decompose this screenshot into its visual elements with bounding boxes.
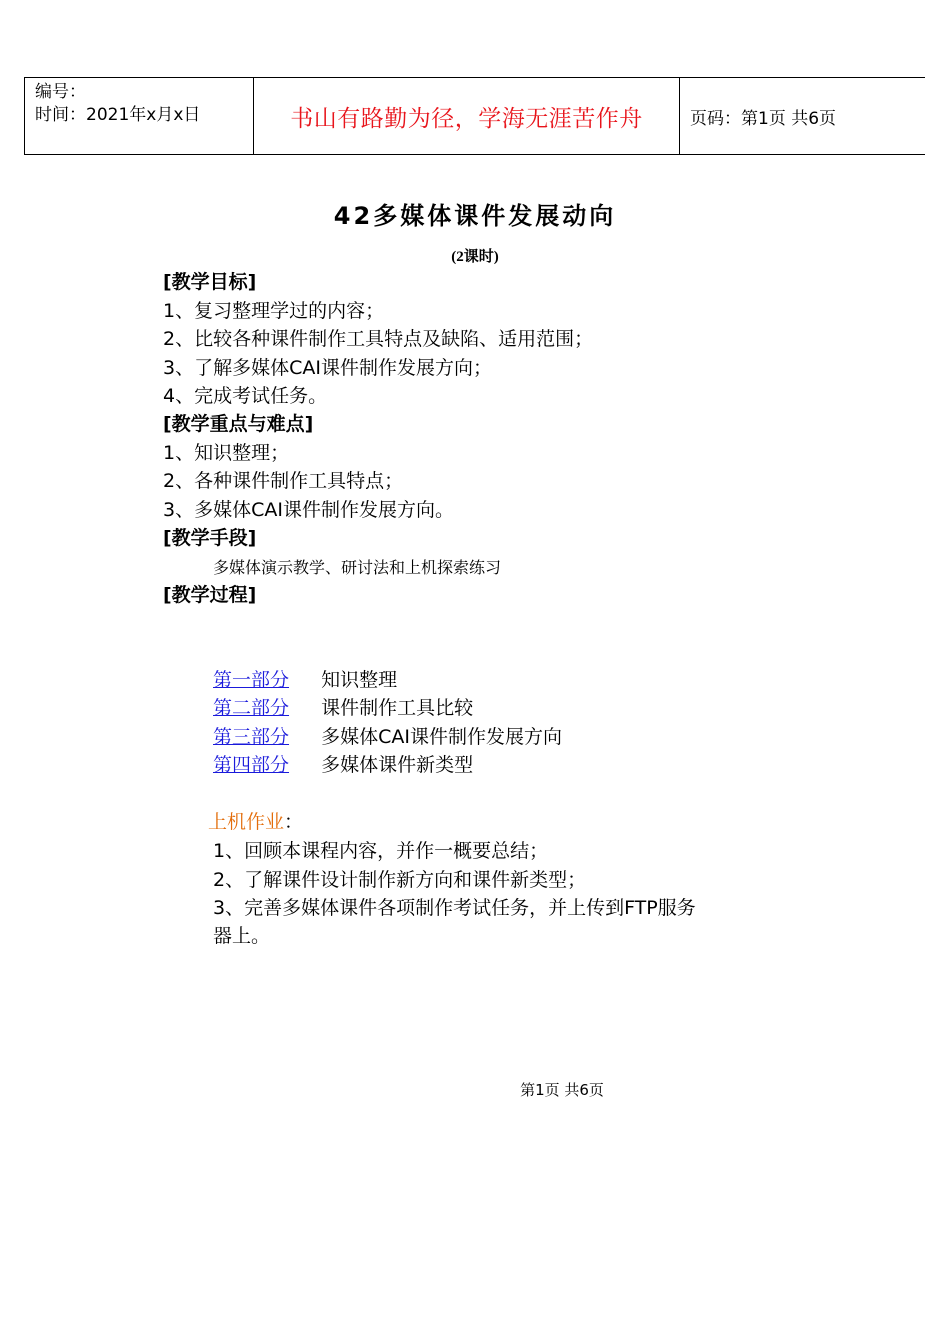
- part-four-text: 多媒体课件新类型: [321, 754, 474, 776]
- part-two-link[interactable]: 第二部分: [213, 697, 290, 719]
- key-point-item: 3、多媒体CAI课件制作发展方向。: [163, 499, 454, 521]
- part-two-text: 课件制作工具比较: [321, 697, 474, 719]
- document-subtitle: (2课时): [451, 249, 499, 265]
- objectives-heading: [教学目标]: [163, 271, 257, 293]
- motto: 书山有路勤为径，学海无涯苦作舟: [290, 105, 643, 132]
- objective-item: 4、完成考试任务。: [163, 385, 328, 407]
- header-left-cell: [25, 78, 254, 154]
- homework-item: 1、回顾本课程内容，并作一概要总结；: [213, 840, 549, 862]
- page-info: 页码：第1页 共6页: [690, 108, 837, 129]
- objective-item: 1、复习整理学过的内容；: [163, 300, 385, 322]
- homework-title: 上机作业: [208, 811, 285, 833]
- part-three-link[interactable]: 第三部分: [213, 726, 290, 748]
- process-part-row: [213, 751, 473, 779]
- homework-item: 3、完善多媒体课件各项制作考试任务，并上传到FTP服务: [213, 897, 696, 919]
- number-label: 编号：: [35, 82, 86, 102]
- process-part-row: [213, 694, 473, 722]
- methods-heading: [教学手段]: [163, 527, 257, 549]
- methods-text: 多媒体演示教学、研讨法和上机探索练习: [213, 558, 502, 577]
- header-page-cell: [680, 78, 925, 154]
- process-part-row: [213, 723, 562, 751]
- header-motto-cell: [254, 78, 680, 154]
- page-footer: 第1页 共6页: [520, 1081, 604, 1099]
- homework-item: 2、了解课件设计制作新方向和课件新类型；: [213, 869, 587, 891]
- homework-item: 器上。: [213, 925, 271, 947]
- homework-heading-row: [208, 808, 303, 836]
- part-three-text: 多媒体CAI课件制作发展方向: [321, 726, 562, 748]
- process-part-row: [213, 666, 397, 694]
- key-point-item: 1、知识整理；: [163, 442, 290, 464]
- key-point-item: 2、各种课件制作工具特点；: [163, 470, 404, 492]
- key-points-heading: [教学重点与难点]: [163, 413, 314, 435]
- header-table: [24, 77, 925, 155]
- process-heading: [教学过程]: [163, 584, 257, 606]
- part-one-text: 知识整理: [321, 669, 398, 691]
- homework-colon: ：: [284, 811, 304, 833]
- time-label: 时间：2021年x月x日: [35, 105, 201, 125]
- part-four-link[interactable]: 第四部分: [213, 754, 290, 776]
- objective-item: 2、比较各种课件制作工具特点及缺陷、适用范围；: [163, 328, 594, 350]
- part-one-link[interactable]: 第一部分: [213, 669, 290, 691]
- objective-item: 3、了解多媒体CAI课件制作发展方向；: [163, 357, 492, 379]
- document-title: 42多媒体课件发展动向: [333, 202, 617, 230]
